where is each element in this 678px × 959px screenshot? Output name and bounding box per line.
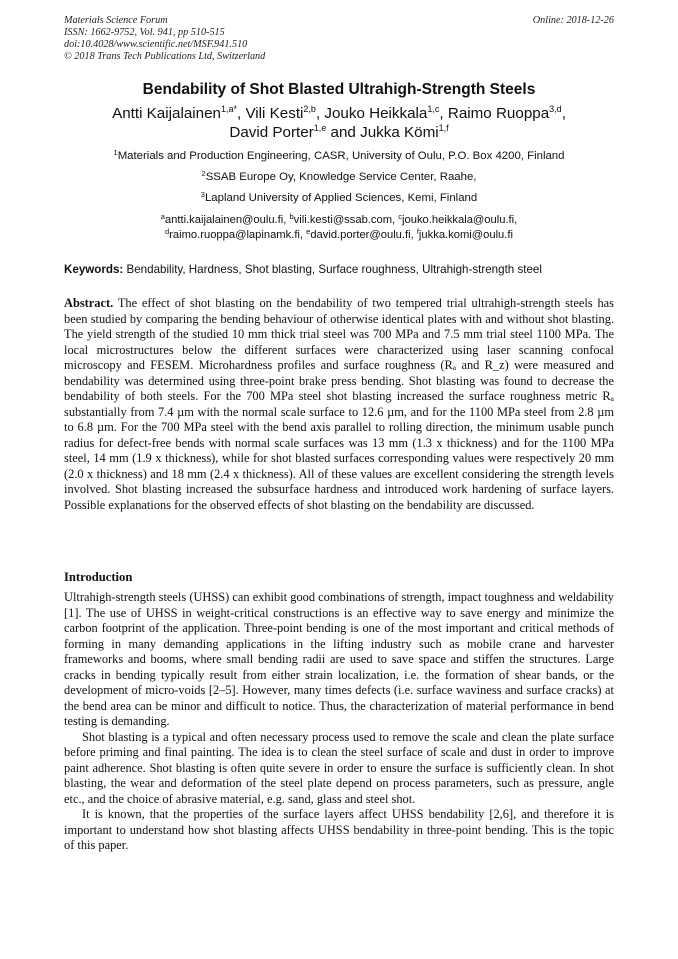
keywords-label: Keywords: [64, 263, 124, 276]
email-mark: f [416, 227, 419, 236]
affiliation-3 [0, 191, 678, 205]
introduction-paragraph: Ultrahigh-strength steels (UHSS) can exhibit good combinations of strength, impact toughness and weldability [1]. The use of UHSS in weight-critical constructions is an effective way to save energy and minimize the carbon footprint of the application. Three-point bending is one of the most important and critical methods of forming in many demanding applications in the lifting industry such as mobile crane and harvester frameworks and booms, where small bending radii are used to save space and stiffen the structures. Large cracks in bending typically result from either strain localization, i.e. the formation of shear bands, or the development of micro-voids [2–5]. However, many times defects (i.e. surface waviness and surface cracks) at the bend area can be minor and difficult to notice. Thus, the characterization of material performance in bend testing is demanding. [64, 590, 614, 728]
author-name: David Porter [229, 124, 314, 141]
abstract-text: The effect of shot blasting on the bendability of two tempered trial ultrahigh-strength steels has been studied by comparing the bending behaviour of otherwise identical plates with and without shot blasting. The yield strength of the studied 10 mm thick trial steel was 700 MPa and 7.5 mm trial steel 1100 MPa. The local microstructures below the different surfaces were characterized using laser scanning confocal microscopy and FESEM. Microhardness profiles and surface roughness (Rₐ and R_z) were measured and bendability was determined using three-point brake press bending. Shot blasting was found to decrease the bendability of both steels. For the 700 MPa steel shot blasting increased the surface roughness metric Rₐ substantially from 7.4 µm with the normal scale surface to 12.6 µm, and for the 1100 MPa steel from 2.8 µm to 6.8 µm. For the 700 MPa steel with the bend axis parallel to rolling direction, the minimum usable punch radius for defect-free bends with normal scale surfaces was 13 mm (1.3 x thickness) and for the 1100 MPa steel, 14 mm (1.9 x thickness), while for shot blasted surfaces corresponding values were respectively 20 mm (2.0 x thickness) and 18 mm (2.4 x thickness). All of these values are excellent considering the strength levels involved. Shot blasting increased the subsurface hardness and introduced work hardening of surface layers. Possible explanations for the observed effects of shot blasting on the bendability are discussed. [64, 296, 614, 512]
email-mark: a [160, 212, 165, 221]
author-affil-mark: 1,e [313, 123, 327, 133]
issn-line: ISSN: 1662-9752, Vol. 941, pp 510-515 [64, 27, 225, 38]
author-emails [0, 213, 678, 243]
author-affil-mark: 2,b [303, 104, 316, 114]
author-separator: , [237, 105, 246, 122]
author-affil-mark: 1,a* [220, 104, 237, 114]
doi-line: doi:10.4028/www.scientific.net/MSF.941.510 [64, 39, 248, 50]
affiliation-text: Materials and Production Engineering, CASR, University of Oulu, P.O. Box 4200, Finland [117, 150, 565, 162]
affiliation-text: Lapland University of Applied Sciences, Kemi, Finland [204, 192, 478, 204]
paper-title: Bendability of Shot Blasted Ultrahigh-Strength Steels [142, 81, 536, 98]
author-separator: and [326, 124, 361, 141]
author-separator: , [439, 105, 448, 122]
affiliation-2 [0, 170, 678, 184]
affiliation-mark: 1 [113, 148, 118, 157]
author-list [64, 104, 614, 142]
keywords-text: Bendability, Hardness, Shot blasting, Surface roughness, Ultrahigh-strength steel [123, 263, 542, 276]
email-line-1 [0, 213, 678, 228]
author-affil-mark: 1,c [427, 104, 440, 114]
journal-header [64, 15, 614, 63]
abstract [64, 296, 614, 513]
author-separator: , [315, 105, 325, 122]
introduction-paragraph: It is known, that the properties of the surface layers affect UHSS bendability [2,6], and therefore it is important to understand how shot blasting affects UHSS bendability in three-point bending. This is the topic of this paper. [64, 807, 614, 852]
affiliation-1 [0, 149, 678, 163]
journal-name: Materials Science Forum [64, 15, 168, 26]
affiliation-mark: 3 [200, 190, 205, 199]
email-address: antti.kaijalainen@oulu.fi, [164, 214, 290, 226]
online-date: Online: 2018-12-26 [532, 15, 614, 26]
author-affil-mark: 3,d [549, 104, 562, 114]
introduction-heading: Introduction [64, 570, 133, 584]
email-address: raimo.ruoppa@lapinamk.fi, [169, 229, 307, 241]
copyright-line: © 2018 Trans Tech Publications Ltd, Switzerland [64, 51, 266, 62]
email-mark: b [289, 212, 294, 221]
introduction-paragraph: Shot blasting is a typical and often necessary process used to remove the scale and clean the plate surface before priming and final painting. The idea is to clean the steel surface of scale and dust in order to improve paint adherence. Shot blasting is often quite severe in order to ensure the surface is sufficiently clean. In shot blasting, the wear and deformation of the steel plate depend on process parameters, such as pressure, angle etc., and the choice of abrasive material, e.g. sand, glass and steel shot. [64, 729, 614, 806]
email-address: david.porter@oulu.fi, [310, 229, 417, 241]
email-mark: e [306, 227, 311, 236]
email-address: vili.kesti@ssab.com, [293, 214, 399, 226]
keywords [64, 263, 614, 276]
author-name: Jukka Kömi [360, 124, 439, 141]
affiliation-text: SSAB Europe Oy, Knowledge Service Center, Raahe, [205, 171, 477, 183]
email-mark: d [165, 227, 170, 236]
email-address: jouko.heikkala@oulu.fi, [402, 214, 518, 226]
email-line-2 [0, 228, 678, 243]
abstract-label: Abstract. [64, 296, 114, 310]
introduction-body [64, 590, 614, 854]
email-address: jukka.komi@oulu.fi [418, 229, 513, 241]
author-name: Jouko Heikkala [324, 105, 428, 122]
author-affil-mark: 1,f [438, 123, 449, 133]
author-name: Vili Kesti [245, 105, 304, 122]
author-name: Raimo Ruoppa [447, 105, 550, 122]
author-name: Antti Kaijalainen [112, 105, 221, 122]
author-separator: , [561, 105, 566, 122]
email-mark: c [398, 212, 403, 221]
affiliation-mark: 2 [201, 169, 206, 178]
